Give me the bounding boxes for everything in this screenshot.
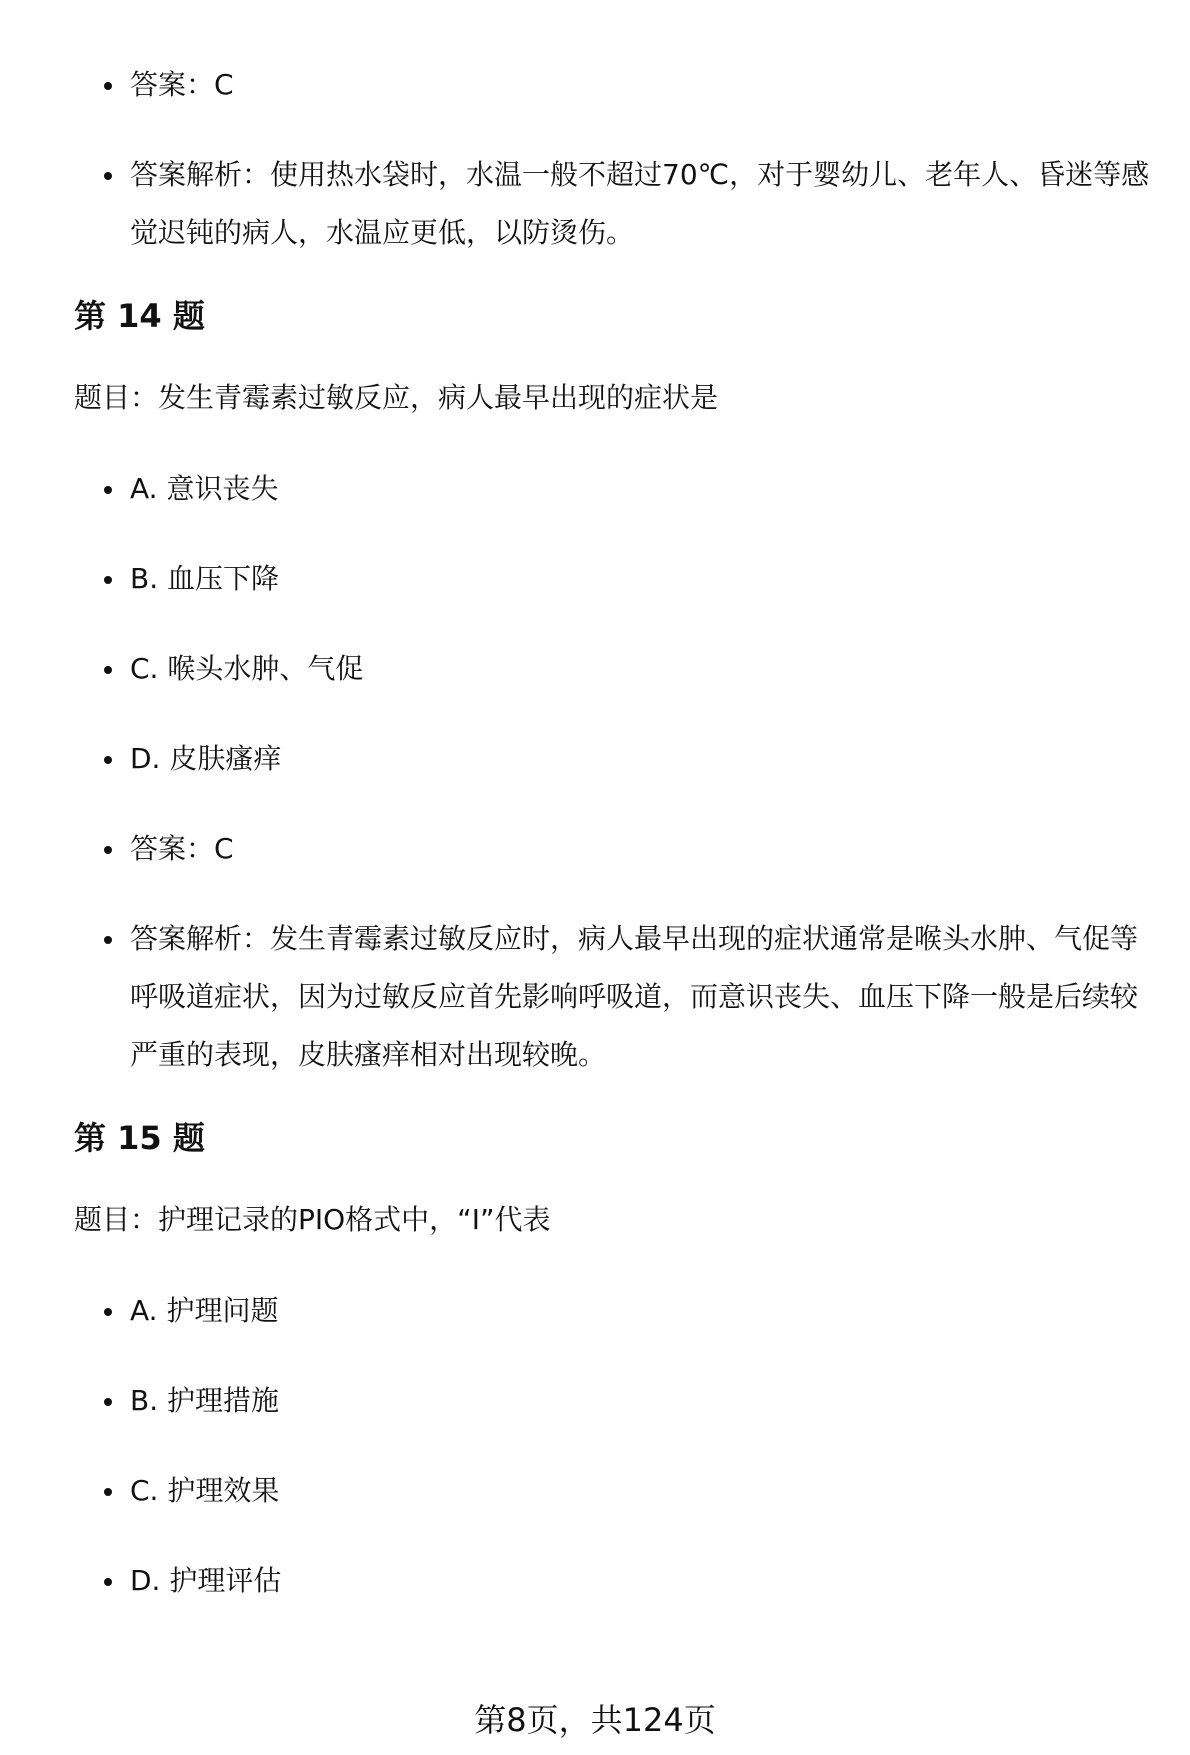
page-content [74,56,1164,1642]
question-15-stem: 题目：护理记录的PIO格式中，“I”代表 [74,1203,551,1236]
page-footer: 第8页，共124页 [474,1701,716,1739]
prev-answer: 答案：C [74,56,1164,114]
question-15-title: 第 15 题 [74,1119,205,1157]
question-14-stem: 题目：发生青霉素过敏反应，病人最早出现的症状是 [74,381,719,414]
q14-answer: 答案：C [74,820,1164,878]
q15-option-c: C. 护理效果 [74,1462,1164,1520]
question-14-title: 第 14 题 [74,297,205,335]
q15-option-d: D. 护理评估 [74,1552,1164,1610]
q15-option-a: A. 护理问题 [74,1282,1164,1340]
q14-option-a: A. 意识丧失 [74,460,1164,518]
prev-question-list [74,56,1164,262]
q14-option-b: B. 血压下降 [74,550,1164,608]
question-15-list [74,1282,1164,1610]
question-14-list [74,460,1164,1084]
prev-explanation: 答案解析：使用热水袋时，水温一般不超过70℃，对于婴幼儿、老年人、昏迷等感觉迟钝的病人，水温应更低，以防烫伤。 [74,146,1164,262]
q14-option-c: C. 喉头水肿、气促 [74,640,1164,698]
q14-option-d: D. 皮肤瘙痒 [74,730,1164,788]
q15-option-b: B. 护理措施 [74,1372,1164,1430]
q14-explanation: 答案解析：发生青霉素过敏反应时，病人最早出现的症状通常是喉头水肿、气促等呼吸道症状，因为过敏反应首先影响呼吸道，而意识丧失、血压下降一般是后续较严重的表现，皮肤瘙痒相对出现较晚。 [74,910,1164,1084]
